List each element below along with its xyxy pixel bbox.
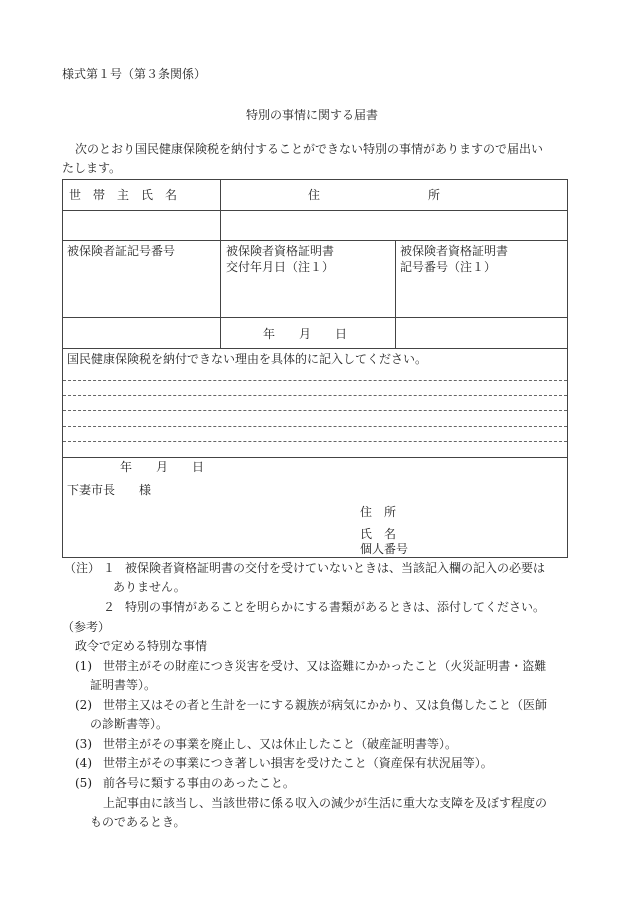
reference-item-1-number: (1) bbox=[75, 659, 92, 673]
address-field[interactable] bbox=[221, 211, 566, 239]
recipient: 下妻市長 様 bbox=[67, 483, 152, 497]
reference-item-1-line-1: 世帯主がその財産につき災害を受け、又は盗難にかかったこと（火災証明書・盗難 bbox=[103, 659, 547, 673]
document-title: 特別の事情に関する届書 bbox=[246, 108, 379, 122]
reference-item-1-line-2: 証明書等）。 bbox=[90, 678, 157, 692]
reference-item-2-line-1: 世帯主又はその者と生計を一にする親族が病気にかかり、又は負傷したこと（医師 bbox=[103, 698, 548, 712]
cert-number-label-1: 被保険者資格証明書 bbox=[400, 244, 509, 258]
reference-item-2-number: (2) bbox=[75, 698, 92, 712]
applicant-personal-number-label: 個人番号 bbox=[360, 542, 409, 556]
reference-closing-line-1: 上記事由に該当し、当該世帯に係る収入の減少が生活に重大な支障を及ぼす程度の bbox=[103, 796, 548, 810]
form-number: 様式第１号（第３条関係） bbox=[62, 67, 207, 81]
note-2-number: ２ bbox=[103, 600, 116, 614]
reference-item-3-number: (3) bbox=[75, 737, 92, 751]
note-label: （注） bbox=[64, 561, 101, 575]
cert-issue-date-label-2: 交付年月日（注１） bbox=[226, 260, 335, 274]
submit-date[interactable]: 年 月 日 bbox=[120, 460, 205, 474]
reference-item-4-number: (4) bbox=[75, 756, 92, 770]
reference-item-3-line-1: 世帯主がその事業を廃止し、又は休止したこと（破産証明書等）。 bbox=[103, 737, 458, 751]
reference-item-4-line-1: 世帯主がその事業につき著しい損害を受けたこと（資産保有状況届等）。 bbox=[103, 756, 493, 770]
cert-number-label-2: 記号番号（注１） bbox=[400, 260, 497, 274]
note-1-number: １ bbox=[103, 561, 116, 575]
insured-card-number-field[interactable] bbox=[63, 318, 219, 347]
reason-prompt: 国民健康保険税を納付できない理由を具体的に記入してください。 bbox=[67, 352, 428, 366]
reference-item-5-number: (5) bbox=[75, 776, 92, 790]
household-head-name-field[interactable] bbox=[63, 211, 219, 239]
note-1-line-2: ありません。 bbox=[113, 580, 186, 594]
note-1-line-1: 被保険者資格証明書の交付を受けていないときは、当該記入欄の記入の必要は bbox=[125, 561, 546, 575]
form-table bbox=[62, 179, 568, 558]
cert-issue-date-label-1: 被保険者資格証明書 bbox=[226, 244, 335, 258]
applicant-address-label: 住 所 bbox=[360, 505, 397, 519]
insured-card-number-label: 被保険者証記号番号 bbox=[67, 244, 176, 258]
applicant-name-label: 氏 名 bbox=[360, 527, 397, 541]
intro-line-1: 次のとおり国民健康保険税を納付することができない特別の事情がありますので届出い bbox=[75, 142, 544, 156]
intro-line-2: たします。 bbox=[62, 161, 122, 175]
cert-number-field[interactable] bbox=[396, 318, 566, 347]
note-2-text: 特別の事情があることを明らかにする書類があるときは、添付してください。 bbox=[125, 600, 546, 614]
reference-closing-line-2: ものであるとき。 bbox=[90, 815, 186, 829]
household-head-name-label: 世 帯 主 氏 名 bbox=[69, 188, 178, 202]
reference-label: （参考） bbox=[62, 620, 111, 634]
reference-item-5-line-1: 前各号に類する事由のあったこと。 bbox=[103, 776, 295, 790]
cert-issue-date-field[interactable]: 年 月 日 bbox=[263, 327, 348, 341]
reason-field[interactable] bbox=[63, 368, 567, 456]
reference-item-2-line-2: の診断書等）。 bbox=[90, 717, 169, 731]
address-label: 住 所 bbox=[308, 188, 441, 202]
reference-heading: 政令で定める特別な事情 bbox=[75, 639, 208, 653]
